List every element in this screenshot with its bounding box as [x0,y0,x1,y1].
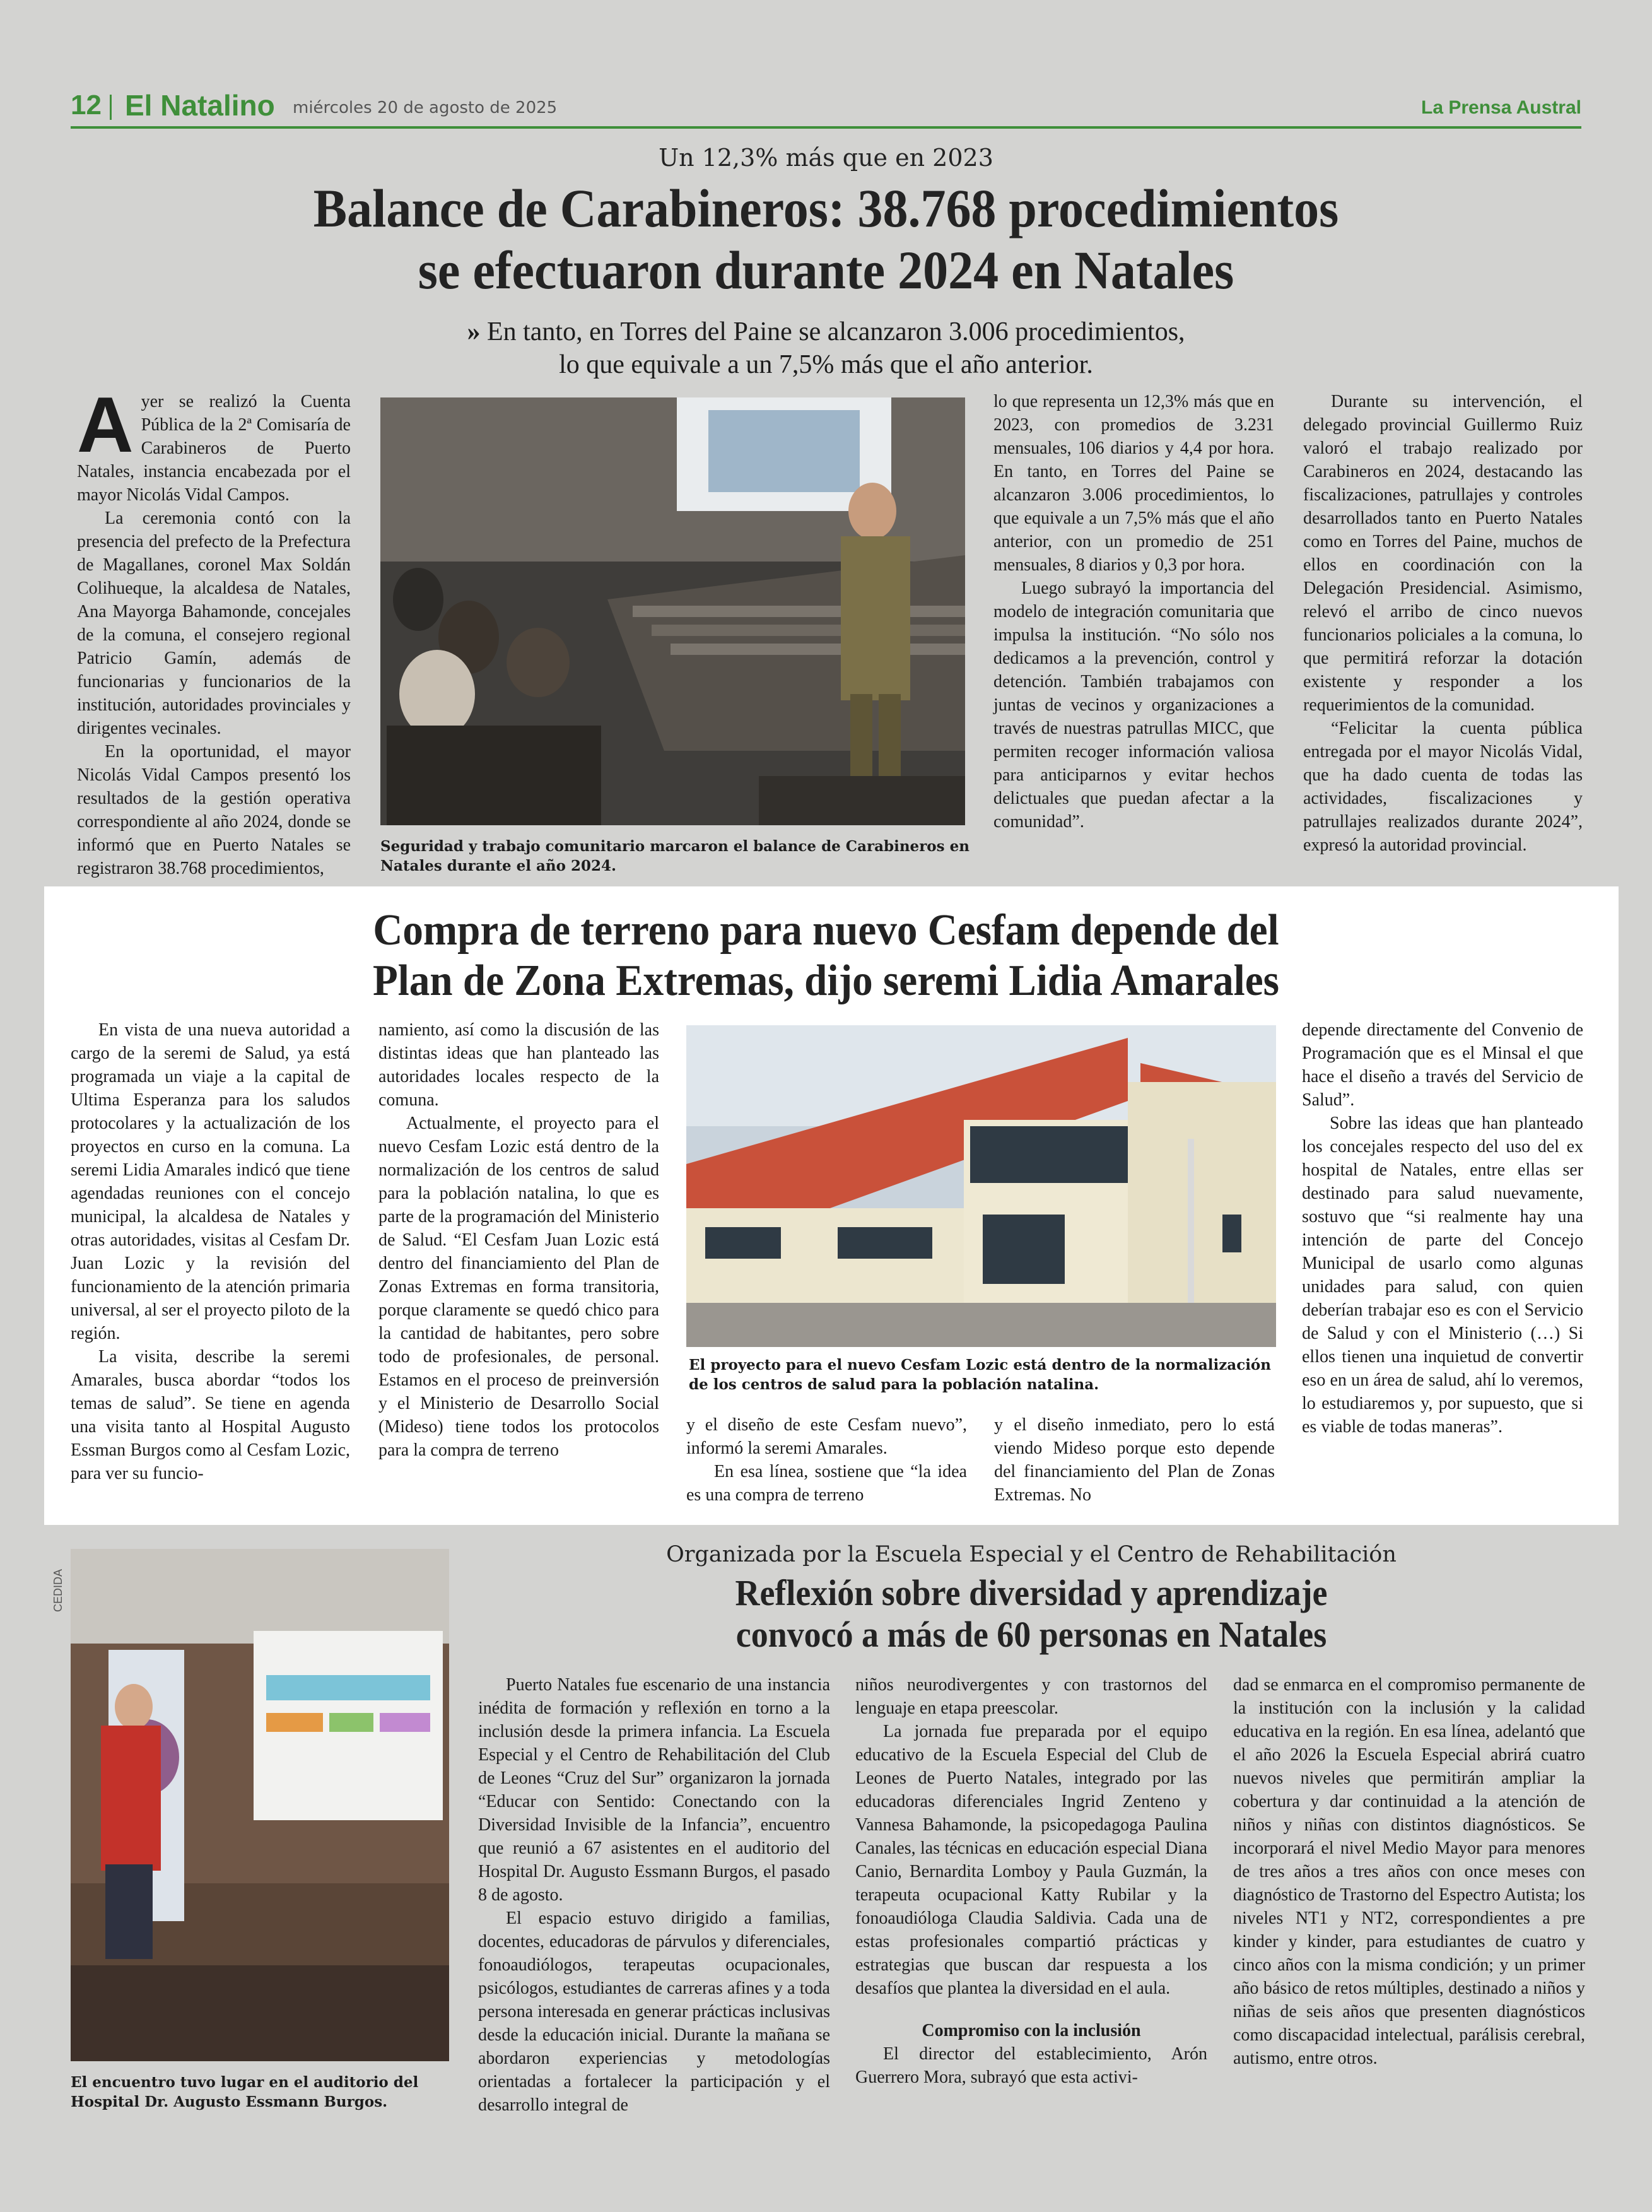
article3-col2-p1: niños neurodivergentes y con trastornos del lenguaje en etapa preescolar. [855,1675,1207,1718]
article3-col1-p2: El espacio estuvo dirigido a familias, docentes, educadoras de párvulos y diferenciales, fonoaudiólogos, terapeutas ocupacionales, psicólogos, estudiantes de carreras afines y a toda persona interesada en generar prácticas inclusivas desde la educación inicial. Durante la mañana se abordaron experiencias y metodologías orientadas a fortalecer la participación y el desarrollo integral de [478,1909,830,2115]
article1-dropcap: A [77,382,134,469]
article2-col2-p1: namiento, así como la discusión de las distintas ideas que han planteado las autoridades locales respecto de la comuna. [378,1020,659,1110]
article2-title-line2: Plan de Zona Extremas, dijo seremi Lidia Amarales [372,956,1279,1005]
article1-col1-p2: La ceremonia contó con la presencia del prefecto de la Prefectura de Magallanes, coronel Max Soldán Colihueque, la alcaldesa de Natales, Ana Mayorga Bahamonde, concejales de la comuna, el consejero regional Patricio Gamín, además de funcionarias y funcionarios de la institución, autoridades provinciales y dirigentes vecinales. [77,509,351,738]
header-divider [110,95,112,120]
article1-col4-p1: Durante su intervención, el delegado provincial Guillermo Ruiz valoró el trabajo realizado por Carabineros en 2024, destacando las fiscalizaciones, patrullajes y controles desarrollados tanto en Puerto Natales como en Torres del Paine, muchos de ellos en coordinación con la Delegación Presidencial. Asimismo, relevó el arribo de cinco nuevos funcionarios policiales a la comuna, lo que permitirá reforzar la dotación existente y responder a los requerimientos de la comunidad. [1303,392,1583,715]
article1-deck-line2: lo que equivale a un 7,5% más que el año anterior. [559,350,1093,379]
article3-col3 [1233,1673,1585,2070]
article1-deck-line1: En tanto, en Torres del Paine se alcanzaron 3.006 procedimientos, [486,317,1185,346]
article1-title-line1: Balance de Carabineros: 38.768 procedimientos [313,178,1339,238]
article3-kicker: Organizada por la Escuela Especial y el Centro de Rehabilitación [666,1542,1397,1567]
header-rule [71,126,1581,129]
article2-col1-p2: La visita, describe la seremi Amarales, busca abordar “todos los temas de salud”. Se tiene en agenda una visita tanto al Hospital Augusto Essman Burgos como al Cesfam Lozic, para ver su funcio- [71,1347,350,1483]
article1-deck [0,315,1652,381]
section-title: El Natalino [125,89,275,122]
article3-col2 [855,1673,1207,2089]
article1-col3-p2: Luego subrayó la importancia del modelo de integración comunitaria que impulsa la institución. “No sólo nos dedicamos a la prevención, control y detención. También trabajamos con juntas de vecinos y organizaciones a través de nuestras patrullas MICC, que permiten recoger información valiosa para anticiparnos y evitar hechos delictuales que puedan afectar a la comunidad”. [993,579,1274,832]
article3-col1-p1: Puerto Natales fue escenario de una instancia inédita de formación y reflexión en torno a la inclusión desde la primera infancia. La Escuela Especial y el Centro de Rehabilitación del Club de Leones “Cruz del Sur” organizaron la jornada “Educar con Sentido: Conectando con la Diversidad Invisible de la Infancia”, encuentro que reunió a 67 asistentes en el auditorio del Hospital Dr. Augusto Essmann Burgos, el pasado 8 de agosto. [478,1675,830,1905]
article1-title-line2: se efectuaron durante 2024 en Natales [418,240,1234,300]
article1-col3-p1: lo que representa un 12,3% más que en 2023, con promedios de 3.231 mensuales, 106 diarios y 4,4 por hora. En tanto, en Torres del Paine se alcanzaron 3.006 procedimientos, lo que equivale a un 7,5% más que el año anterior, con un promedio de 251 mensuales, 8 diarios y 0,3 por hora. [993,392,1274,575]
page-number: 12 [71,90,102,121]
article2-col4-p2: Sobre las ideas que han planteado los concejales respecto del uso del ex hospital de Natales, entre ellas ser destinado para salud nuevamente, sostuvo que “si realmente hay una intención de parte del Concejo Municipal de usarlo como algunas unidades para salud, con quien deberían trabajar eso es con el Servicio de Salud y con el Ministerio (…) Si ellos tienen una inquietud de convertir eso en un área de salud, ahí lo veremos, lo estudiaremos y, por supuesto, que si es viable de todas maneras”. [1302,1114,1583,1437]
photo-credit: CEDIDA [52,1568,64,1612]
page-header [71,90,1581,126]
article2-col1-p1: En vista de una nueva autoridad a cargo de la seremi de Salud, ya está programada un viaje a la capital de Ultima Esperanza para los saludos protocolares y la actualización de los proyectos en curso en la comuna. La seremi Lidia Amarales indicó que tiene agendadas reuniones con el concejo municipal, la alcaldesa de Natales y otras autoridades, visitas al Cesfam Dr. Juan Lozic y la revisión del funcionamiento de la atención primaria universal, al ser el proyecto piloto de la región. [71,1020,350,1343]
issue-date: miércoles 20 de agosto de 2025 [293,98,558,117]
article1-col1-p3: En la oportunidad, el mayor Nicolás Vidal Campos presentó los resultados de la gestión operativa correspondiente al año 2024, donde se informó que en Puerto Natales se registraron 38.768 procedimientos, [77,742,351,878]
article2-title-line1: Compra de terreno para nuevo Cesfam depende del [373,906,1279,955]
article3-title-line1: Reflexión sobre diversidad y aprendizaje [735,1572,1328,1613]
article1-col1 [77,382,351,880]
article2-col3b-p1: y el diseño inmediato, pero lo está viendo Mideso porque esto depende del financiamiento del Plan de Zonas Extremas. No [994,1415,1275,1505]
article2-col4 [1302,1018,1583,1438]
auditorium-photo [380,397,965,825]
article2-caption: El proyecto para el nuevo Cesfam Lozic está dentro de la normalización de los centros de salud para la población natalina. [689,1356,1271,1393]
article3-subheading: Compromiso con la inclusión [922,2021,1141,2040]
article3-col2-p3: El director del establecimiento, Arón Guerrero Mora, subrayó que esta activi- [855,2044,1207,2087]
article2-col3a-p2: En esa línea, sostiene que “la idea es una compra de terreno [686,1462,967,1505]
article1-col3 [993,390,1274,833]
article1-col4 [1303,390,1583,857]
article1-photo-carabineros [380,397,965,825]
article1-col4-p2: “Felicitar la cuenta pública entregada por el mayor Nicolás Vidal, que ha dado cuenta de todas las actividades, fiscalizaciones y patrullajes realizados durante 2024”, expresó la autoridad provincial. [1303,719,1583,855]
article1-col1-p1: yer se realizó la Cuenta Pública de la 2ª Comisaría de Carabineros de Puerto Natales, instancia encabezada por el mayor Nicolás Vidal Campos. [77,392,351,505]
article2-col2 [378,1018,659,1462]
publication-name: La Prensa Austral [1421,97,1581,118]
article2-photo-cesfam [686,1025,1276,1347]
presentation-photo [71,1549,449,2061]
article2-col2-p2: Actualmente, el proyecto para el nuevo Cesfam Lozic está dentro de la normalización de los centros de salud para la población natalina, lo que es parte de la programación del Ministerio de Salud. “El Cesfam Juan Lozic está dentro del financiamiento del Plan de Zonas Extremas en forma transitoria, porque claramente se quedó chico para la cantidad de habitantes, pero sobre todo de profesionales, de personal. Estamos en el proceso de preinversión y el Ministerio de Desarrollo Social (Mideso) tiene todos los protocolos para la compra de terreno [378,1114,659,1460]
article3-title-line2: convocó a más de 60 personas en Natales [735,1614,1327,1655]
article3-col3-p1: dad se enmarca en el compromiso permanente de la institución con la inclusión y la calidad educativa en la región. En esa línea, adelantó que el año 2026 la Escuela Especial abrirá cuatro nuevos niveles que permitirán ampliar la cobertura y dar continuidad a la atención de niños y niñas con distintos diagnósticos. Se incorporará el nivel Medio Mayor para menores de tres años a tres años con once meses con diagnóstico de Trastorno del Espectro Autista; los niveles NT1 y NT2, correspondientes a pre kinder y kinder, para estudiantes de cuatro y cinco años con la misma condición; y un primer año básico de retos múltiples, destinado a niños y niñas de seis años que presenten diagnósticos como discapacidad intelectual, parálisis cerebral, autismo, entre otros. [1233,1675,1585,2068]
article1-caption: Seguridad y trabajo comunitario marcaron el balance de Carabineros en Natales durante el año 2024. [380,838,970,874]
article3-photo-auditorium [71,1549,449,2061]
cesfam-building-photo [686,1025,1276,1347]
article3-caption: El encuentro tuvo lugar en el auditorio del Hospital Dr. Augusto Essmann Burgos. [71,2074,419,2110]
chevron-right-icon: » [467,317,487,346]
article2-col3b [994,1413,1275,1507]
article3-col1 [478,1673,830,2117]
article3-col2-p2: La jornada fue preparada por el equipo educativo de la Escuela Especial del Club de Leones de Puerto Natales, integrado por las educadoras diferenciales Ingrid Zenteno y Vannesa Bahamonde, la psicopedagoga Paulina Canales, las técnicas en educación especial Diana Canio, Bernardita Lomboy y Paula Guzmán, la terapeuta ocupacional Katty Rubilar y la fonoaudióloga Claudia Saldivia. Cada una de estas profesionales compartió prácticas y estrategias que buscan dar respuesta a los desafíos que plantea la diversidad en el aula. [855,1722,1207,1998]
article2-col3a [686,1413,967,1507]
article2-col1 [71,1018,350,1485]
article2-col3a-p1: y el diseño de este Cesfam nuevo”, informó la seremi Amarales. [686,1415,967,1458]
article1-kicker: Un 12,3% más que en 2023 [659,144,993,172]
article2-col4-p1: depende directamente del Convenio de Programación que es el Minsal el que hace el diseño a través del Servicio de Salud”. [1302,1020,1583,1110]
